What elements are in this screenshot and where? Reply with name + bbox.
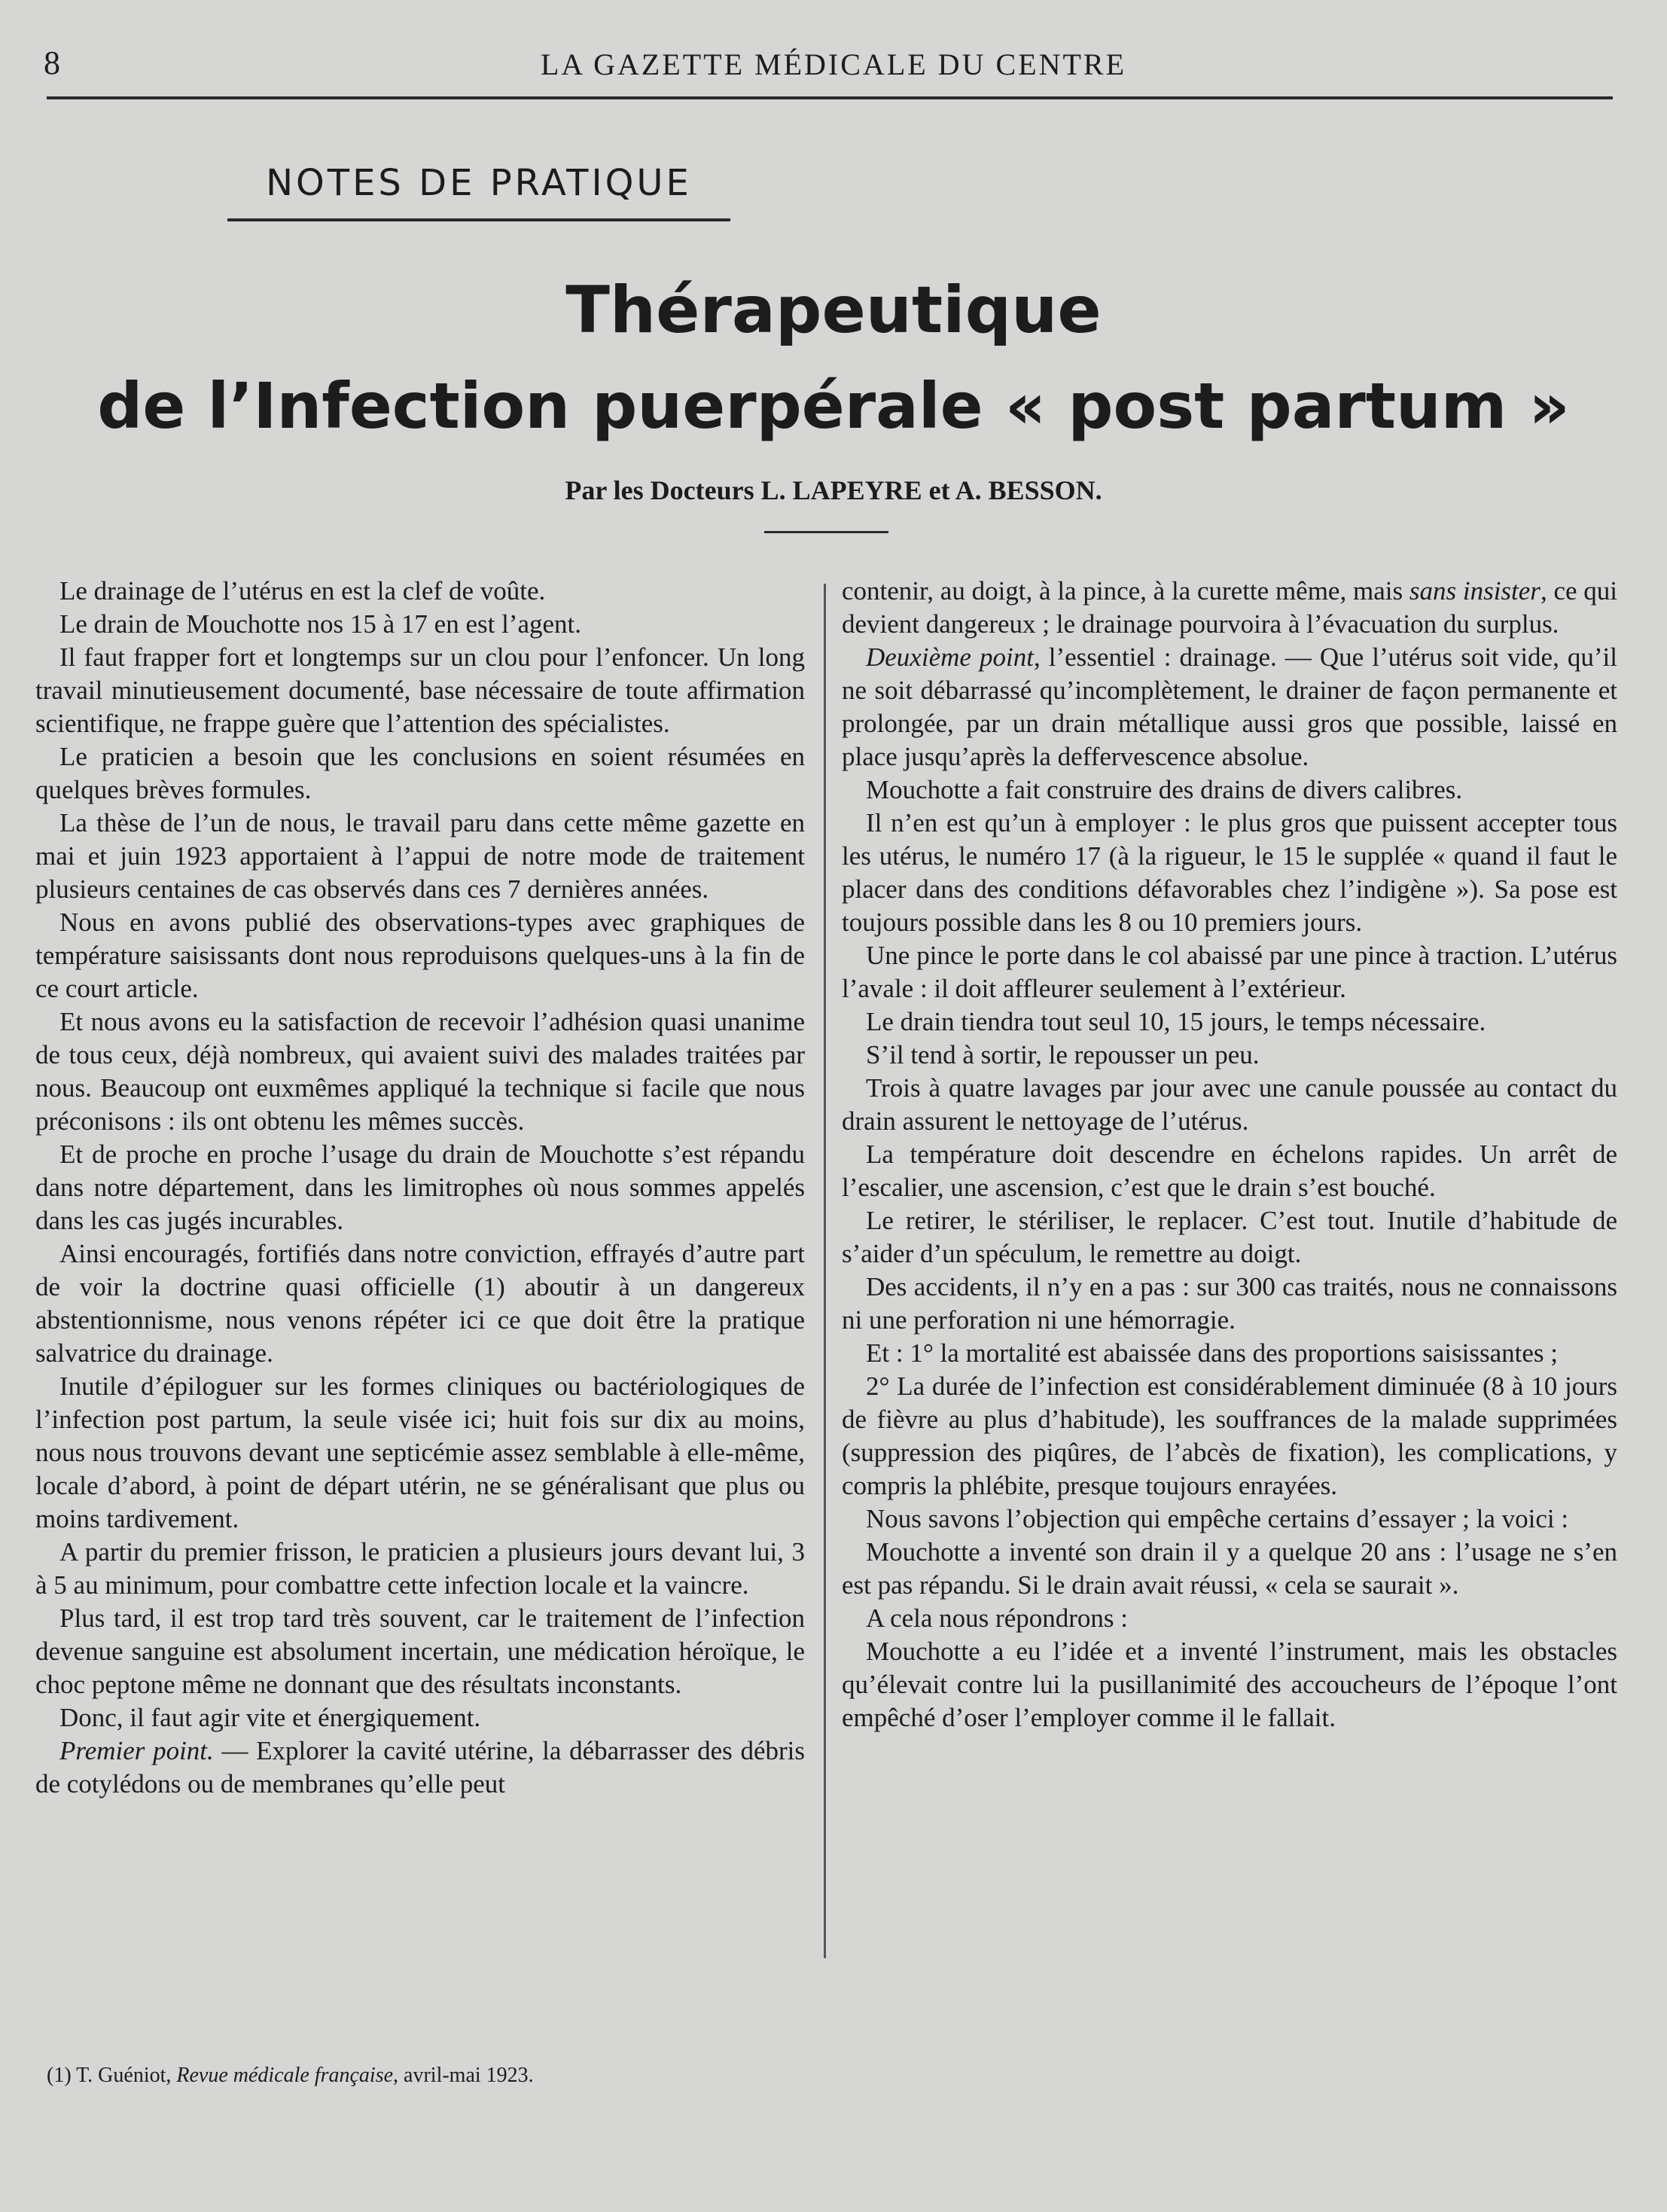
paragraph: Inutile d’épiloguer sur les formes cliniques ou bactériologiques de l’infection post partum, la seule visée ici; huit fois sur dix au moins, nous nous trouvons devant une septicémie assez semblable à elle-même, locale d’abord, à point de départ utérin, ne se généralisant que plus ou moins tardivement. [35, 1371, 805, 1533]
article-byline: Par les Docteurs L. LAPEYRE et A. BESSON. [565, 475, 1102, 505]
paragraph: Le retirer, le stériliser, le replacer. C’est tout. Inutile d’habitude de s’aider d’un spéculum, le remettre au doigt. [842, 1206, 1617, 1268]
paragraph: Plus tard, il est trop tard très souvent, car le traitement de l’infection devenue sanguine est absolument incertain, une médication héroïque, le choc peptone même ne donnant que des résultats inconstants. [35, 1603, 805, 1699]
section-underline [227, 218, 730, 221]
footnote-date: , avril-mai 1923. [393, 2064, 534, 2087]
paragraph: La thèse de l’un de nous, le travail paru dans cette même gazette en mai et juin 1923 apportaient à l’appui de notre mode de traitement plusieurs centaines de cas observés dans ces 7 dernières années. [35, 808, 805, 904]
byline-rule [764, 531, 888, 533]
paragraph: Nous savons l’objection qui empêche certains d’essayer ; la voici : [866, 1504, 1569, 1533]
paragraph: A cela nous répondrons : [866, 1603, 1128, 1633]
continuation-text-a: contenir, au doigt, à la pince, à la curette même, mais [842, 576, 1409, 606]
paragraph: Il n’en est qu’un à employer : le plus gros que puissent accepter tous les utérus, le numéro 17 (à la rigueur, le 15 le supplée « quand il faut le placer dans des conditions défavorables chez l’indigène »). Sa pose est toujours possible dans les 8 ou 10 premiers jours. [842, 808, 1617, 937]
paragraph: Le praticien a besoin que les conclusions en soient résumées en quelques brèves formules. [35, 742, 805, 804]
paragraph: Et de proche en proche l’usage du drain de Mouchotte s’est répandu dans notre département, dans les limitrophes où nous sommes appelés dans les cas jugés incurables. [35, 1140, 805, 1235]
paragraph: La température doit descendre en échelons rapides. Un arrêt de l’escalier, une ascension, c’est que le drain s’est bouché. [842, 1140, 1617, 1202]
paragraph: S’il tend à sortir, le repousser un peu. [866, 1040, 1260, 1069]
premier-point-lead: Premier point. [59, 1736, 214, 1765]
continuation-text-b: , ce qui devient dangereux ; le drainage pourvoira à l’évacuation du surplus. [842, 576, 1618, 639]
paragraph: Et : 1° la mortalité est abaissée dans des proportions saisissantes ; [866, 1338, 1558, 1368]
right-column [842, 575, 1617, 1735]
continuation-emphasis: sans insister [1409, 576, 1541, 606]
article-title-line-2: de l’Infection puerpérale « post partum » [97, 369, 1570, 443]
paragraph: Mouchotte a fait construire des drains de divers calibres. [866, 775, 1463, 804]
running-head: LA GAZETTE MÉDICALE DU CENTRE [540, 47, 1126, 81]
paragraph: Donc, il faut agir vite et énergiquement. [59, 1703, 481, 1732]
paragraph-premier-point [35, 1735, 805, 1801]
paragraph: Et nous avons eu la satisfaction de recevoir l’adhésion quasi unanime de tous ceux, déjà nombreux, qui avaient suivi des malades traitées par nous. Beaucoup ont euxmêmes appliqué la technique si facile que nous préconisons : ils ont obtenu les mêmes succès. [35, 1007, 805, 1136]
paragraph: Mouchotte a eu l’idée et a inventé l’instrument, mais les obstacles qu’élevait contre lui la pusillanimité des accoucheurs de l’époque l’ont empêché d’oser l’employer comme il le fallait. [842, 1637, 1617, 1732]
paragraph: Nous en avons publié des observations-types avec graphiques de température saisissants dont nous reproduisons quelques-uns à la fin de ce court article. [35, 908, 805, 1003]
paragraph-continuation [842, 575, 1617, 641]
deuxieme-point-text: , l’essentiel : drainage. — Que l’utérus soit vide, qu’il ne soit débarrassé qu’incomplètement, le drainer de façon permanente et prolongée, par un drain métallique aussi gros que possible, laissé en place jusqu’après la deffervescence absolue. [842, 642, 1617, 771]
footnote-mark: (1) T. Guéniot, [47, 2064, 177, 2087]
paragraph: Trois à quatre lavages par jour avec une canule poussée au contact du drain assurent le nettoyage de l’utérus. [842, 1073, 1617, 1136]
deuxieme-point-lead: Deuxième point [866, 642, 1034, 672]
column-divider [824, 584, 826, 1958]
section-label: NOTES DE PRATIQUE [266, 162, 692, 204]
paragraph: 2° La durée de l’infection est considérablement diminuée (8 à 10 jours de fièvre au plus d’habitude), les souffrances de la malade supprimées (suppression des piqûres, de l’abcès de fixation), les complications, y compris la phlébite, presque toujours enrayées. [842, 1371, 1617, 1500]
footnote [47, 2064, 800, 2088]
premier-point-text: — Explorer la cavité utérine, la débarrasser des débris de cotylédons ou de membranes qu’elle peut [35, 1736, 806, 1799]
left-column [35, 575, 805, 1801]
paragraph: Il faut frapper fort et longtemps sur un clou pour l’enfoncer. Un long travail minutieusement documenté, base nécessaire de toute affirmation scientifique, ne frappe guère que l’attention des spécialistes. [35, 642, 805, 738]
paragraph: Des accidents, il n’y en a pas : sur 300 cas traités, nous ne connaissons ni une perforation ni une hémorragie. [842, 1272, 1617, 1335]
paragraph: Une pince le porte dans le col abaissé par une pince à traction. L’utérus l’avale : il doit affleurer seulement à l’extérieur. [842, 941, 1617, 1003]
header-rule [47, 96, 1613, 99]
paragraph: Le drain de Mouchotte nos 15 à 17 en est l’agent. [59, 609, 581, 639]
paragraph: Le drain tiendra tout seul 10, 15 jours, le temps nécessaire. [866, 1007, 1486, 1036]
footnote-source: Revue médicale française [176, 2064, 394, 2087]
page-number: 8 [44, 44, 60, 81]
paragraph: Ainsi encouragés, fortifiés dans notre conviction, effrayés d’autre part de voir la doctrine quasi officielle (1) aboutir à un dangereux abstentionnisme, nous venons répéter ici ce que doit être la pratique salvatrice du drainage. [35, 1239, 805, 1368]
paragraph: Le drainage de l’utérus en est la clef de voûte. [59, 576, 546, 606]
paragraph: Mouchotte a inventé son drain il y a quelque 20 ans : l’usage ne s’en est pas répandu. Si le drain avait réussi, « cela se saurait ». [842, 1537, 1617, 1600]
paragraph: A partir du premier frisson, le praticien a plusieurs jours devant lui, 3 à 5 au minimum, pour combattre cette infection locale et la vaincre. [35, 1537, 805, 1600]
paragraph-deuxieme-point [842, 641, 1617, 773]
article-title-line-1: Thérapeutique [565, 273, 1102, 348]
